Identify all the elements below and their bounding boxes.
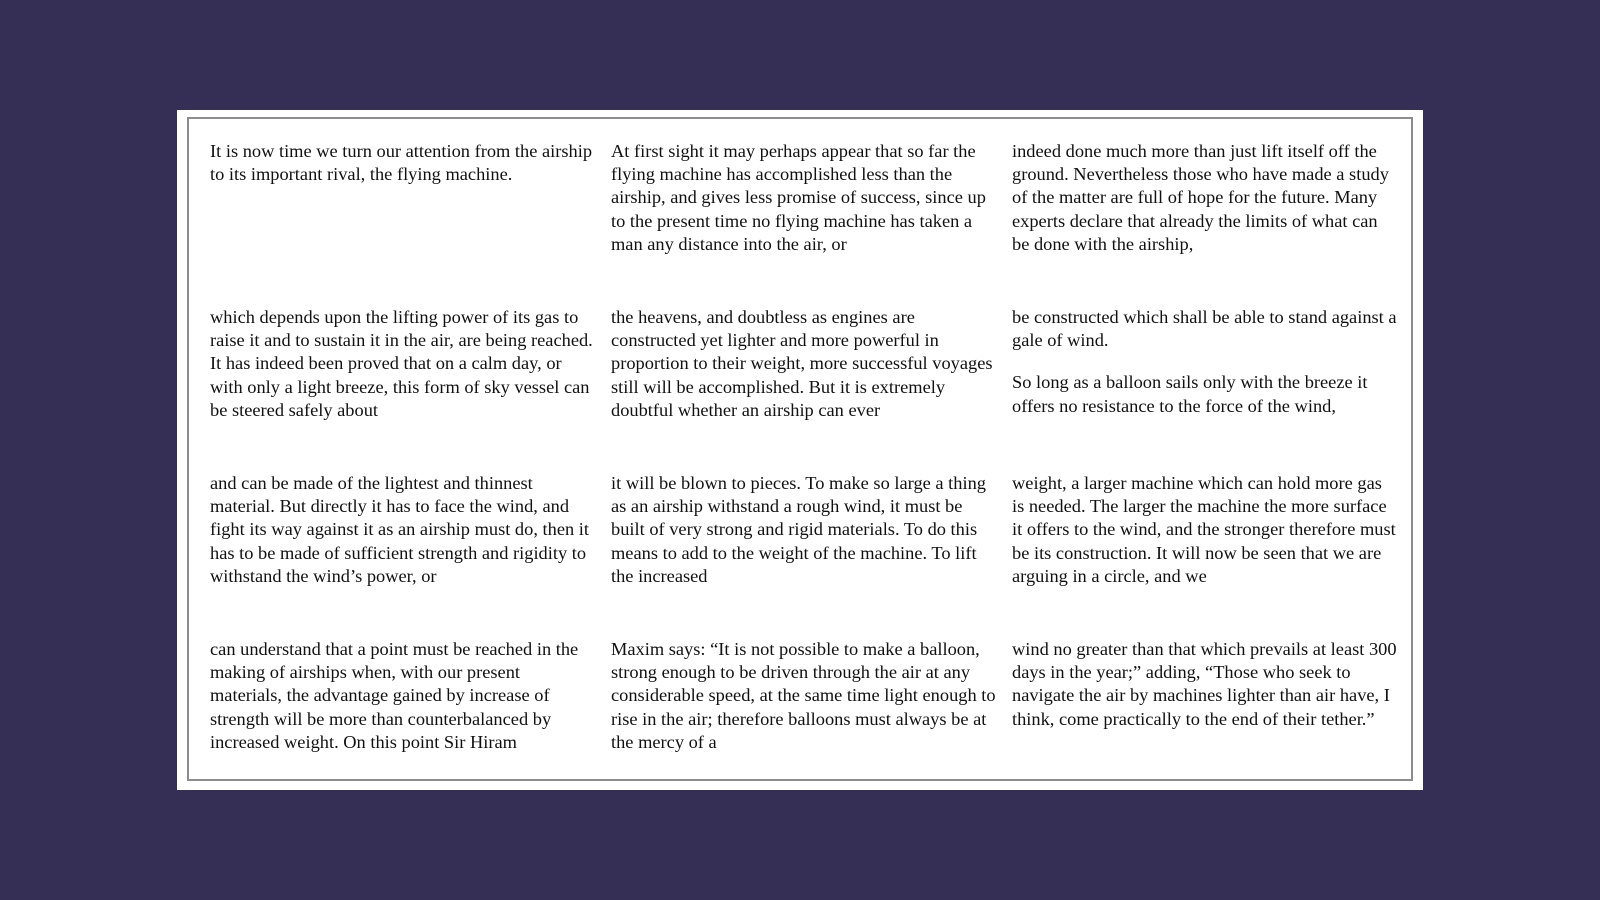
paragraph: it will be blown to pieces. To make so large a thing as an airship withstand a rough wind, it must be built of very strong and rigid materials. To do this means to add to the weight of the machine. To lift the increased (611, 473, 986, 586)
paragraph: which depends upon the lifting power of its gas to raise it and to sustain it in the air, are being reached. It has indeed been proved that on a calm day, or with only a light breeze, this form of sky vessel can be steered safely about (210, 307, 593, 420)
paragraph: At first sight it may perhaps appear that so far the flying machine has accomplished less than the airship, and gives less promise of success, since up to the present time no flying machine has taken a man any distance into the air, or (611, 141, 986, 254)
text-block-r4-c3 (1012, 638, 1398, 798)
paragraph: can understand that a point must be reached in the making of airships when, with our present materials, the advantage gained by increase of strength will be more than counterbalanced by increased weight. On this point Sir Hiram (210, 639, 579, 752)
document-page (177, 110, 1423, 790)
paragraph: It is now time we turn our attention from the airship to its important rival, the flying machine. (210, 141, 593, 185)
text-block-r4-c2 (611, 638, 997, 798)
paragraph: indeed done much more than just lift itself off the ground. Nevertheless those who have made a study of the matter are full of hope for the future. Many experts declare that already the limits of what can be done with the airship, (1012, 141, 1389, 254)
paragraph: Maxim says: “It is not possible to make a balloon, strong enough to be driven through the air at any considerable speed, at the same time light enough to rise in the air; therefore balloons must always be at the mercy of a (611, 639, 996, 752)
paragraph: So long as a balloon sails only with the breeze it offers no resistance to the force of the wind, (1012, 372, 1368, 416)
paragraph: wind no greater than that which prevails at least 300 days in the year;” adding, “Those who seek to navigate the air by machines lighter than air have, I think, come practically to the end of their tether.” (1012, 639, 1397, 729)
text-grid (210, 140, 1402, 798)
text-block-r1-c1 (210, 140, 596, 306)
text-block-r3-c1 (210, 472, 596, 638)
text-block-r2-c3 (1012, 306, 1398, 472)
text-block-r4-c1 (210, 638, 596, 798)
text-block-r1-c2 (611, 140, 997, 306)
text-block-r2-c1 (210, 306, 596, 472)
text-block-r3-c3 (1012, 472, 1398, 638)
paragraph: be constructed which shall be able to stand against a gale of wind. (1012, 307, 1397, 351)
paragraph: weight, a larger machine which can hold more gas is needed. The larger the machine the more surface it offers to the wind, and the stronger therefore must be its construction. It will now be seen that we are arguing in a circle, and we (1012, 473, 1396, 586)
paragraph: and can be made of the lightest and thinnest material. But directly it has to face the wind, and fight its way against it as an airship must do, then it has to be made of sufficient strength and rigidity to withstand the wind’s power, or (210, 473, 590, 586)
text-block-r1-c3 (1012, 140, 1398, 306)
paragraph: the heavens, and doubtless as engines are constructed yet lighter and more powerful in proportion to their weight, more successful voyages still will be accomplished. But it is extremely doubtful whether an airship can ever (611, 307, 993, 420)
text-block-r3-c2 (611, 472, 997, 638)
text-block-r2-c2 (611, 306, 997, 472)
